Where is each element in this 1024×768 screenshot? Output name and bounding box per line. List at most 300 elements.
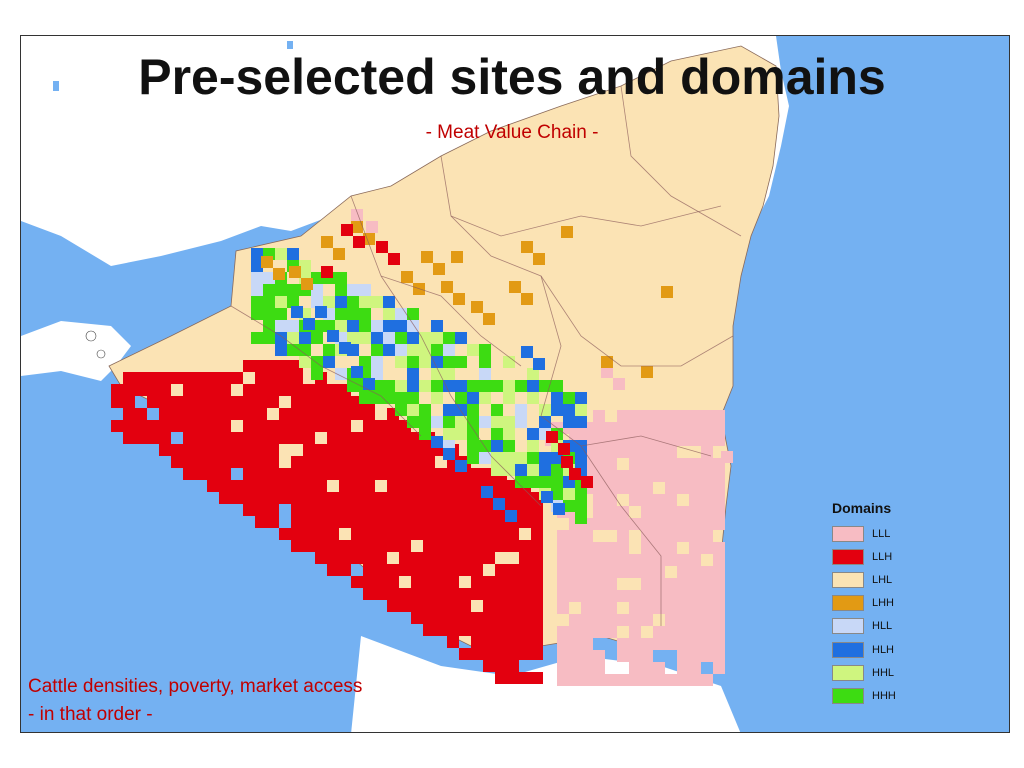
map-legend (826, 500, 936, 708)
cell-lll (665, 590, 677, 602)
cell-hhl (419, 356, 431, 368)
cell-lll (701, 626, 713, 638)
cell-llh (279, 420, 291, 432)
cell-hhh (419, 404, 431, 416)
cell-llh (183, 456, 195, 468)
cell-llh (519, 552, 531, 564)
cell-lll (641, 422, 653, 434)
cell-llh (507, 672, 519, 684)
cell-llh (123, 384, 135, 396)
cell-llh (351, 456, 363, 468)
legend-label: HLH (872, 643, 895, 656)
cell-llh (519, 600, 531, 612)
cell-llh (291, 492, 303, 504)
cell-llh (495, 588, 507, 600)
cell-lll (665, 458, 677, 470)
cell-llh (327, 456, 339, 468)
cell-lll (557, 554, 569, 566)
cell-llh (321, 266, 333, 278)
cell-llh (363, 576, 375, 588)
cell-llh (219, 432, 231, 444)
cell-llh (399, 588, 411, 600)
cell-lll (689, 542, 701, 554)
cell-llh (327, 432, 339, 444)
cell-lll (677, 458, 689, 470)
cell-lll (641, 566, 653, 578)
cell-llh (267, 360, 279, 372)
cell-llh (327, 468, 339, 480)
cell-llh (231, 372, 243, 384)
cell-llh (483, 660, 495, 672)
cell-lll (713, 638, 725, 650)
cell-llh (471, 564, 483, 576)
cell-hlh (383, 296, 395, 308)
cell-hhh (263, 284, 275, 296)
cell-llh (399, 552, 411, 564)
cell-llh (279, 480, 291, 492)
cell-llh (399, 456, 411, 468)
cell-hlh (521, 346, 533, 358)
cell-llh (411, 480, 423, 492)
cell-llh (363, 528, 375, 540)
cell-llh (327, 504, 339, 516)
cell-lll (617, 650, 629, 662)
cell-llh (447, 636, 459, 648)
cell-llh (243, 468, 255, 480)
cell-llh (291, 540, 303, 552)
cell-llh (435, 516, 447, 528)
cell-llh (353, 236, 365, 248)
cell-llh (279, 360, 291, 372)
cell-llh (303, 456, 315, 468)
cell-llh (507, 624, 519, 636)
cell-lll (641, 458, 653, 470)
cell-lll (677, 602, 689, 614)
cell-llh (315, 396, 327, 408)
cell-llh (483, 636, 495, 648)
cell-llh (339, 408, 351, 420)
cell-hhh (407, 356, 419, 368)
cell-llh (339, 492, 351, 504)
cell-hlh (491, 440, 503, 452)
cell-lll (557, 530, 569, 542)
cell-llh (315, 480, 327, 492)
cell-hhh (383, 392, 395, 404)
cell-llh (459, 516, 471, 528)
cell-hhh (419, 428, 431, 440)
cell-lll (557, 674, 569, 686)
cell-llh (531, 516, 543, 528)
cell-llh (219, 408, 231, 420)
cell-llh (387, 432, 399, 444)
cell-llh (159, 444, 171, 456)
cell-llh (495, 636, 507, 648)
cell-llh (387, 420, 399, 432)
cell-lll (617, 530, 629, 542)
cell-lll (701, 506, 713, 518)
cell-lll (581, 650, 593, 662)
cell-llh (387, 468, 399, 480)
cell-lll (653, 494, 665, 506)
cell-hlh (407, 368, 419, 380)
cell-llh (315, 492, 327, 504)
cell-llh (363, 456, 375, 468)
cell-lll (593, 650, 605, 662)
cell-hlh (493, 498, 505, 510)
cell-llh (411, 456, 423, 468)
cell-llh (495, 672, 507, 684)
cell-llh (423, 480, 435, 492)
cell-lll (593, 590, 605, 602)
cell-llh (399, 516, 411, 528)
cell-hhl (431, 332, 443, 344)
cell-lhh (521, 293, 533, 305)
cell-lll (689, 566, 701, 578)
cell-lll (701, 578, 713, 590)
cell-lll (665, 410, 677, 422)
cell-llh (255, 408, 267, 420)
cell-llh (291, 396, 303, 408)
cell-lll (653, 446, 665, 458)
cell-lll (581, 542, 593, 554)
cell-hll (371, 320, 383, 332)
cell-llh (423, 540, 435, 552)
cell-lll (653, 458, 665, 470)
cell-lll (617, 422, 629, 434)
cell-hll (515, 404, 527, 416)
cell-llh (411, 492, 423, 504)
cell-hhl (395, 356, 407, 368)
cell-lhh (421, 251, 433, 263)
cell-hlh (515, 464, 527, 476)
cell-llh (231, 408, 243, 420)
cell-llh (339, 564, 351, 576)
cell-lll (689, 506, 701, 518)
cell-llh (423, 468, 435, 480)
cell-llh (507, 564, 519, 576)
cell-llh (135, 408, 147, 420)
cell-llh (267, 420, 279, 432)
cell-hhl (275, 248, 287, 260)
cell-lll (617, 410, 629, 422)
cell-llh (147, 420, 159, 432)
cell-lll (629, 494, 641, 506)
cell-lhh (453, 293, 465, 305)
cell-lll (677, 410, 689, 422)
cell-hhl (455, 428, 467, 440)
cell-lhh (261, 256, 273, 268)
cell-llh (471, 552, 483, 564)
cell-llh (219, 396, 231, 408)
cell-llh (495, 600, 507, 612)
cell-hhl (407, 344, 419, 356)
cell-lll (641, 506, 653, 518)
cell-lll (689, 518, 701, 530)
cell-lll (557, 638, 569, 650)
cell-lhh (433, 263, 445, 275)
cell-llh (388, 253, 400, 265)
cell-lhh (483, 313, 495, 325)
cell-llh (375, 420, 387, 432)
cell-llh (399, 480, 411, 492)
cell-hll (371, 356, 383, 368)
cell-llh (195, 408, 207, 420)
cell-hhl (527, 440, 539, 452)
cell-hhh (275, 308, 287, 320)
cell-llh (471, 504, 483, 516)
cell-lll (689, 482, 701, 494)
cell-llh (399, 528, 411, 540)
cell-llh (339, 432, 351, 444)
cell-hhh (491, 380, 503, 392)
cell-lll (593, 542, 605, 554)
cell-lll (557, 650, 569, 662)
cell-llh (183, 432, 195, 444)
cell-lll (665, 530, 677, 542)
cell-llh (531, 588, 543, 600)
cell-lll (593, 458, 605, 470)
cell-llh (531, 624, 543, 636)
cell-lhh (509, 281, 521, 293)
cell-hlh (527, 380, 539, 392)
cell-llh (219, 468, 231, 480)
cell-llh (315, 420, 327, 432)
cell-lll (665, 518, 677, 530)
cell-hhh (515, 380, 527, 392)
cell-llh (495, 540, 507, 552)
cell-llh (231, 432, 243, 444)
legend-label: HHH (872, 689, 896, 702)
cell-llh (363, 444, 375, 456)
legend-swatch (832, 572, 864, 588)
cell-lll (653, 578, 665, 590)
cell-llh (315, 528, 327, 540)
cell-llh (459, 600, 471, 612)
cell-llh (471, 576, 483, 588)
cell-llh (375, 432, 387, 444)
cell-lll (593, 410, 605, 422)
cell-llh (399, 432, 411, 444)
cell-llh (447, 480, 459, 492)
cell-lll (653, 518, 665, 530)
cell-llh (267, 492, 279, 504)
cell-hhh (275, 284, 287, 296)
cell-lll (581, 614, 593, 626)
cell-lhh (301, 278, 313, 290)
cell-lll (641, 638, 653, 650)
cell-hlh (467, 392, 479, 404)
cell-llh (195, 432, 207, 444)
cell-llh (363, 420, 375, 432)
cell-hhl (419, 344, 431, 356)
cell-lll (629, 410, 641, 422)
cell-llh (303, 444, 315, 456)
cell-lll (569, 638, 581, 650)
cell-llh (327, 492, 339, 504)
cell-llh (435, 468, 447, 480)
cell-llh (183, 384, 195, 396)
cell-llh (471, 528, 483, 540)
cell-llh (483, 540, 495, 552)
cell-llh (447, 624, 459, 636)
cell-lll (605, 470, 617, 482)
cell-llh (207, 420, 219, 432)
cell-lll (641, 578, 653, 590)
cell-lll (677, 518, 689, 530)
cell-lhh (661, 286, 673, 298)
cell-lhh (441, 281, 453, 293)
cell-llh (255, 372, 267, 384)
cell-lll (617, 614, 629, 626)
cell-hlh (443, 448, 455, 460)
cell-llh (303, 408, 315, 420)
cell-lll (629, 446, 641, 458)
cell-llh (291, 516, 303, 528)
cell-llh (447, 528, 459, 540)
cell-llh (447, 516, 459, 528)
cell-llh (423, 552, 435, 564)
cell-llh (447, 552, 459, 564)
cell-llh (387, 456, 399, 468)
cell-llh (183, 468, 195, 480)
cell-lll (689, 410, 701, 422)
cell-lll (617, 554, 629, 566)
cell-lll (641, 554, 653, 566)
cell-lll (641, 470, 653, 482)
lake-mark (43, 318, 49, 324)
cell-llh (387, 540, 399, 552)
legend-swatch (832, 549, 864, 565)
cell-lll (641, 650, 653, 662)
cell-llh (507, 648, 519, 660)
cell-llh (495, 576, 507, 588)
cell-hlh (383, 344, 395, 356)
cell-llh (303, 420, 315, 432)
cell-llh (159, 384, 171, 396)
cell-hlh (407, 332, 419, 344)
cell-hlh (323, 356, 335, 368)
cell-lll (689, 662, 701, 674)
cell-llh (423, 576, 435, 588)
cell-lll (689, 578, 701, 590)
cell-hlh (303, 318, 315, 330)
cell-hll (347, 284, 359, 296)
cell-hhl (419, 380, 431, 392)
cell-hlh (505, 510, 517, 522)
cell-hhh (287, 344, 299, 356)
cell-llh (183, 444, 195, 456)
cell-llh (339, 456, 351, 468)
cell-llh (447, 588, 459, 600)
cell-hlh (443, 404, 455, 416)
cell-llh (159, 396, 171, 408)
cell-lll (713, 614, 725, 626)
cell-lhh (321, 236, 333, 248)
cell-llh (315, 444, 327, 456)
cell-lll (653, 626, 665, 638)
cell-lll (569, 590, 581, 602)
cell-lll (557, 626, 569, 638)
cell-lll (641, 602, 653, 614)
legend-swatch (832, 618, 864, 634)
cell-llh (279, 432, 291, 444)
cell-lll (629, 482, 641, 494)
cell-hhh (443, 332, 455, 344)
cell-hlh (563, 416, 575, 428)
cell-llh (291, 372, 303, 384)
cell-llh (375, 504, 387, 516)
cell-llh (483, 516, 495, 528)
cell-lll (689, 650, 701, 662)
cell-lll (617, 518, 629, 530)
cell-lll (629, 554, 641, 566)
cell-lll (713, 602, 725, 614)
cell-hlh (431, 320, 443, 332)
cell-lll (569, 542, 581, 554)
cell-llh (507, 492, 519, 504)
cell-lll (617, 470, 629, 482)
cell-llh (375, 564, 387, 576)
cell-llh (147, 396, 159, 408)
cell-llh (207, 456, 219, 468)
cell-hlh (287, 248, 299, 260)
cell-llh (219, 384, 231, 396)
cell-hlh (575, 416, 587, 428)
cell-lll (653, 506, 665, 518)
cell-llh (195, 420, 207, 432)
cell-llh (546, 431, 558, 443)
cell-llh (231, 444, 243, 456)
cell-hhh (443, 416, 455, 428)
cell-llh (351, 576, 363, 588)
cell-llh (531, 576, 543, 588)
cell-llh (387, 492, 399, 504)
cell-llh (123, 420, 135, 432)
cell-llh (376, 241, 388, 253)
cell-llh (447, 564, 459, 576)
cell-llh (267, 480, 279, 492)
cell-lll (713, 626, 725, 638)
cell-llh (267, 396, 279, 408)
cell-llh (531, 672, 543, 684)
cell-hlh (533, 358, 545, 370)
cell-hhh (551, 380, 563, 392)
cell-lll (665, 482, 677, 494)
cell-lll (677, 434, 689, 446)
cell-llh (471, 468, 483, 480)
cell-llh (231, 456, 243, 468)
cell-hhl (503, 392, 515, 404)
cell-lll (653, 674, 665, 686)
cell-hlh (553, 503, 565, 515)
cell-llh (207, 432, 219, 444)
cell-lll (613, 378, 625, 390)
cell-lll (629, 662, 641, 674)
cell-llh (435, 552, 447, 564)
cell-lll (581, 578, 593, 590)
cell-lll (677, 482, 689, 494)
cell-lll (677, 566, 689, 578)
cell-lll (701, 602, 713, 614)
cell-llh (435, 504, 447, 516)
cell-lll (665, 602, 677, 614)
cell-llh (255, 516, 267, 528)
cell-llh (411, 444, 423, 456)
cell-llh (255, 456, 267, 468)
cell-llh (195, 468, 207, 480)
cell-lll (665, 422, 677, 434)
cell-llh (207, 408, 219, 420)
